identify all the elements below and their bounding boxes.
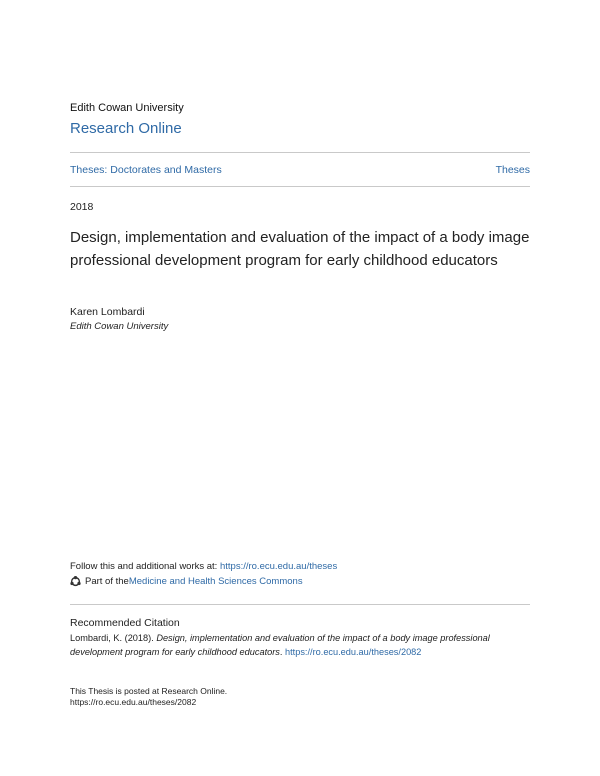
university-name: Edith Cowan University <box>70 102 184 114</box>
network-icon <box>70 576 81 587</box>
footer-url: https://ro.ecu.edu.au/theses/2082 <box>70 697 197 707</box>
divider-top <box>70 152 530 153</box>
author-name: Karen Lombardi <box>70 306 145 318</box>
breadcrumb-collection-link[interactable]: Theses: Doctorates and Masters <box>70 164 222 176</box>
citation-suffix: . <box>279 646 286 657</box>
follow-line <box>70 561 337 572</box>
document-title: Design, implementation and evaluation of the impact of a body image professional development program for early childhood educators <box>70 229 530 269</box>
repository-link[interactable]: Research Online <box>70 120 182 137</box>
citation-text <box>70 632 540 659</box>
follow-url-link[interactable]: https://ro.ecu.edu.au/theses <box>219 561 338 572</box>
follow-label: Follow this and additional works at: <box>70 561 220 572</box>
author-affiliation: Edith Cowan University <box>70 321 169 332</box>
citation-title: Design, implementation and evaluation of the impact of a body image professional development program for early childhood educators <box>70 633 490 657</box>
part-of-line <box>70 576 303 587</box>
divider-citation <box>70 604 530 605</box>
commons-link[interactable]: Medicine and Health Sciences Commons <box>128 576 303 587</box>
citation-heading: Recommended Citation <box>70 617 180 629</box>
citation-url-link[interactable]: https://ro.ecu.edu.au/theses/2082 <box>285 646 422 657</box>
part-of-label: Part of the <box>85 576 129 587</box>
publication-year: 2018 <box>70 201 94 213</box>
divider-breadcrumb <box>70 186 530 187</box>
posted-notice: This Thesis is posted at Research Online. <box>70 686 228 696</box>
breadcrumb-section-link[interactable]: Theses <box>495 164 530 176</box>
citation-prefix: Lombardi, K. (2018). <box>70 633 157 643</box>
